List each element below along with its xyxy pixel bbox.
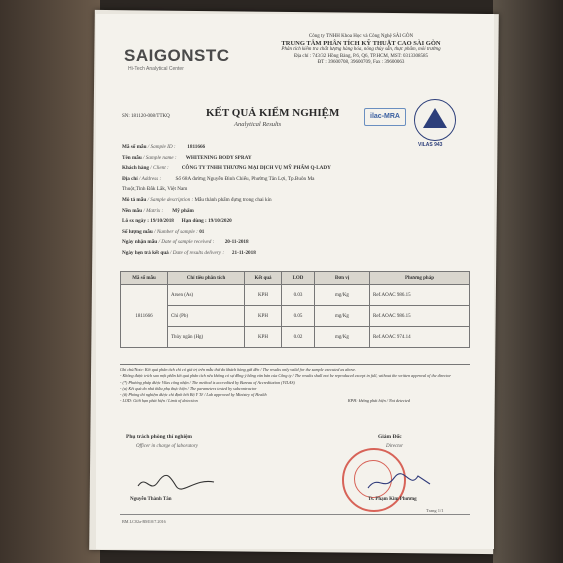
- vilas-label: VILAS 943: [418, 142, 443, 148]
- company-name: Công ty TNHH Khoa Học và Công Nghệ SÀI GÒN: [308, 34, 414, 39]
- result-cell: KPH: [245, 306, 282, 327]
- column-header: Kết quả: [245, 272, 282, 285]
- document-page: [96, 14, 494, 549]
- ilac-mra-logo: ilac-MRA: [364, 108, 406, 126]
- result-cell: KPH: [245, 285, 282, 306]
- notes-section: [120, 364, 470, 405]
- vilas-accreditation-logo: [414, 99, 456, 141]
- company-logo: SAIGONSTC: [124, 46, 230, 65]
- field-row: Lô sx ngày : 19/10/2018 Hạn dùng : 19/10/2020: [122, 218, 232, 225]
- unit-cell: mg/Kg: [315, 285, 370, 306]
- lod-cell: 0.02: [282, 327, 315, 348]
- lab-officer-title-en: Officer in charge of laboratory: [136, 444, 199, 449]
- method-cell: Ref.AOAC 986.15: [370, 285, 470, 306]
- field-row: Khách hàng / Client : CÔNG TY TNHH THƯƠNG MẠI DỊCH VỤ MỸ PHẨM Q-LADY: [122, 165, 331, 172]
- param-cell: Chì (Pb): [168, 306, 245, 327]
- lab-officer-title: Phụ trách phòng thí nghiệm: [126, 434, 193, 440]
- center-phone: ĐT : 39600708, 39600709, Fax : 39600063: [317, 60, 405, 65]
- method-cell: Ref.AOAC 986.15: [370, 306, 470, 327]
- note-line: Ghi chú/Note: Kết quả phân tích chỉ có giá trị trên mẫu thử do khách hàng gửi đến / The results only valid for the sample executed as above.: [120, 367, 357, 372]
- result-cell: KPH: [245, 327, 282, 348]
- sample-info: [122, 142, 472, 259]
- sample-id-cell: 1811666: [121, 285, 168, 348]
- table-row: [121, 285, 470, 306]
- reference-number: SN: 181120-008/TTKQ: [122, 114, 170, 119]
- results-table: [120, 271, 470, 348]
- field-row: Ngày hẹn trả kết quả / Date of results delivery : 21-11-2018: [122, 249, 256, 256]
- director-title: Giám Đốc: [378, 434, 402, 440]
- note-line: - Không được trích sao một phần kết quả phân tích nếu không có sự đồng ý bằng văn bản của Công ty / The results shall not be reproduced except in full, without the written approval of the director: [120, 373, 451, 379]
- background-left: [0, 0, 100, 563]
- director-title-en: Director: [386, 444, 404, 449]
- column-header: Đơn vị: [315, 272, 370, 285]
- field-row: Ngày nhận mẫu / Date of sample received : 20-11-2018: [122, 239, 249, 246]
- unit-cell: mg/Kg: [315, 327, 370, 348]
- param-cell: Arsen (As): [168, 285, 245, 306]
- note-line: KPH: không phát hiện / Not detected: [347, 398, 410, 404]
- lod-cell: 0.03: [282, 285, 315, 306]
- column-header: Mã số mẫu: [121, 272, 168, 285]
- document-subtitle: Analytical Results: [234, 121, 282, 128]
- note-line: - (a) Kết quả do nhà thầu phụ thực hiện / The parameters tested by subcontractor: [120, 385, 257, 391]
- lab-officer-name: Nguyễn Thành Tân: [130, 497, 172, 502]
- column-header: Chỉ tiêu phân tích: [168, 272, 245, 285]
- note-line: - (*) Phương pháp được Vilas công nhận / The method is accredited by Bureau of Accreditation (VILAS): [120, 379, 295, 385]
- field-row: Mô tả mẫu / Sample description : Mẫu thành phẩm đựng trong chai kín: [122, 196, 272, 203]
- footer-divider: [120, 514, 470, 515]
- table-row: [121, 306, 470, 327]
- method-cell: Ref.AOAC 974.14: [370, 327, 470, 348]
- lab-officer-signature: [136, 472, 216, 494]
- unit-cell: mg/Kg: [315, 306, 370, 327]
- note-line-pair: [120, 398, 470, 404]
- field-row: Mã số mẫu / Sample ID : 1811666: [122, 144, 206, 150]
- director-name: Ts. Phạm Kim Phương: [368, 497, 417, 502]
- background-right: [493, 0, 563, 563]
- page-number: Trang 1/1: [426, 508, 444, 513]
- field-row: Tên mẫu / Sample name : WHITENING BODY SPRAY: [122, 154, 252, 161]
- director-signature: [364, 470, 434, 494]
- center-address: Địa chỉ : 743/32 Hồng Bàng, P.6, Q6, TP.HCM, MST: 0313308585: [293, 53, 429, 59]
- column-header: Phương pháp: [370, 272, 470, 285]
- lod-cell: 0.05: [282, 306, 315, 327]
- column-header: LOD: [282, 272, 315, 285]
- center-scope: Phân tích kiểm tra chất lượng hàng hóa, nông thủy sản, thực phẩm, môi trường: [281, 47, 441, 52]
- param-cell: Thủy ngân (Hg): [168, 327, 245, 348]
- field-row: Địa chỉ / Address : Số 68A đường Nguyễn Đình Chiểu, Phường Tân Lợi, Tp.Buôn Ma: [122, 175, 315, 182]
- document-title: KẾT QUẢ KIỂM NGHIỆM: [206, 107, 340, 119]
- field-row: Nền mẫu / Matrix : Mỹ phẩm: [122, 207, 194, 214]
- field-row: Số lượng mẫu / Number of sample : 01: [122, 228, 205, 235]
- note-line: - LOD: Giới hạn phát hiện / Limit of detection: [120, 398, 198, 404]
- logo-subtitle: Hi-Tech Analytical Center: [128, 66, 184, 72]
- note-line: - (#) Phòng thí nghiệm được chỉ định bởi Bộ Y Tế / Lab approved by Ministry of Health: [120, 392, 267, 398]
- center-name: TRUNG TÂM PHÂN TÍCH KỸ THUẬT CAO SÀI GÒN: [281, 39, 441, 47]
- field-row: Thuột,Tỉnh Đắk Lắk, Việt Nam: [122, 186, 188, 193]
- form-code: BM.LC02a-BM10/7.2016: [122, 519, 166, 524]
- letterhead: [246, 34, 476, 67]
- table-row: [121, 327, 470, 348]
- table-header-row: [121, 272, 470, 285]
